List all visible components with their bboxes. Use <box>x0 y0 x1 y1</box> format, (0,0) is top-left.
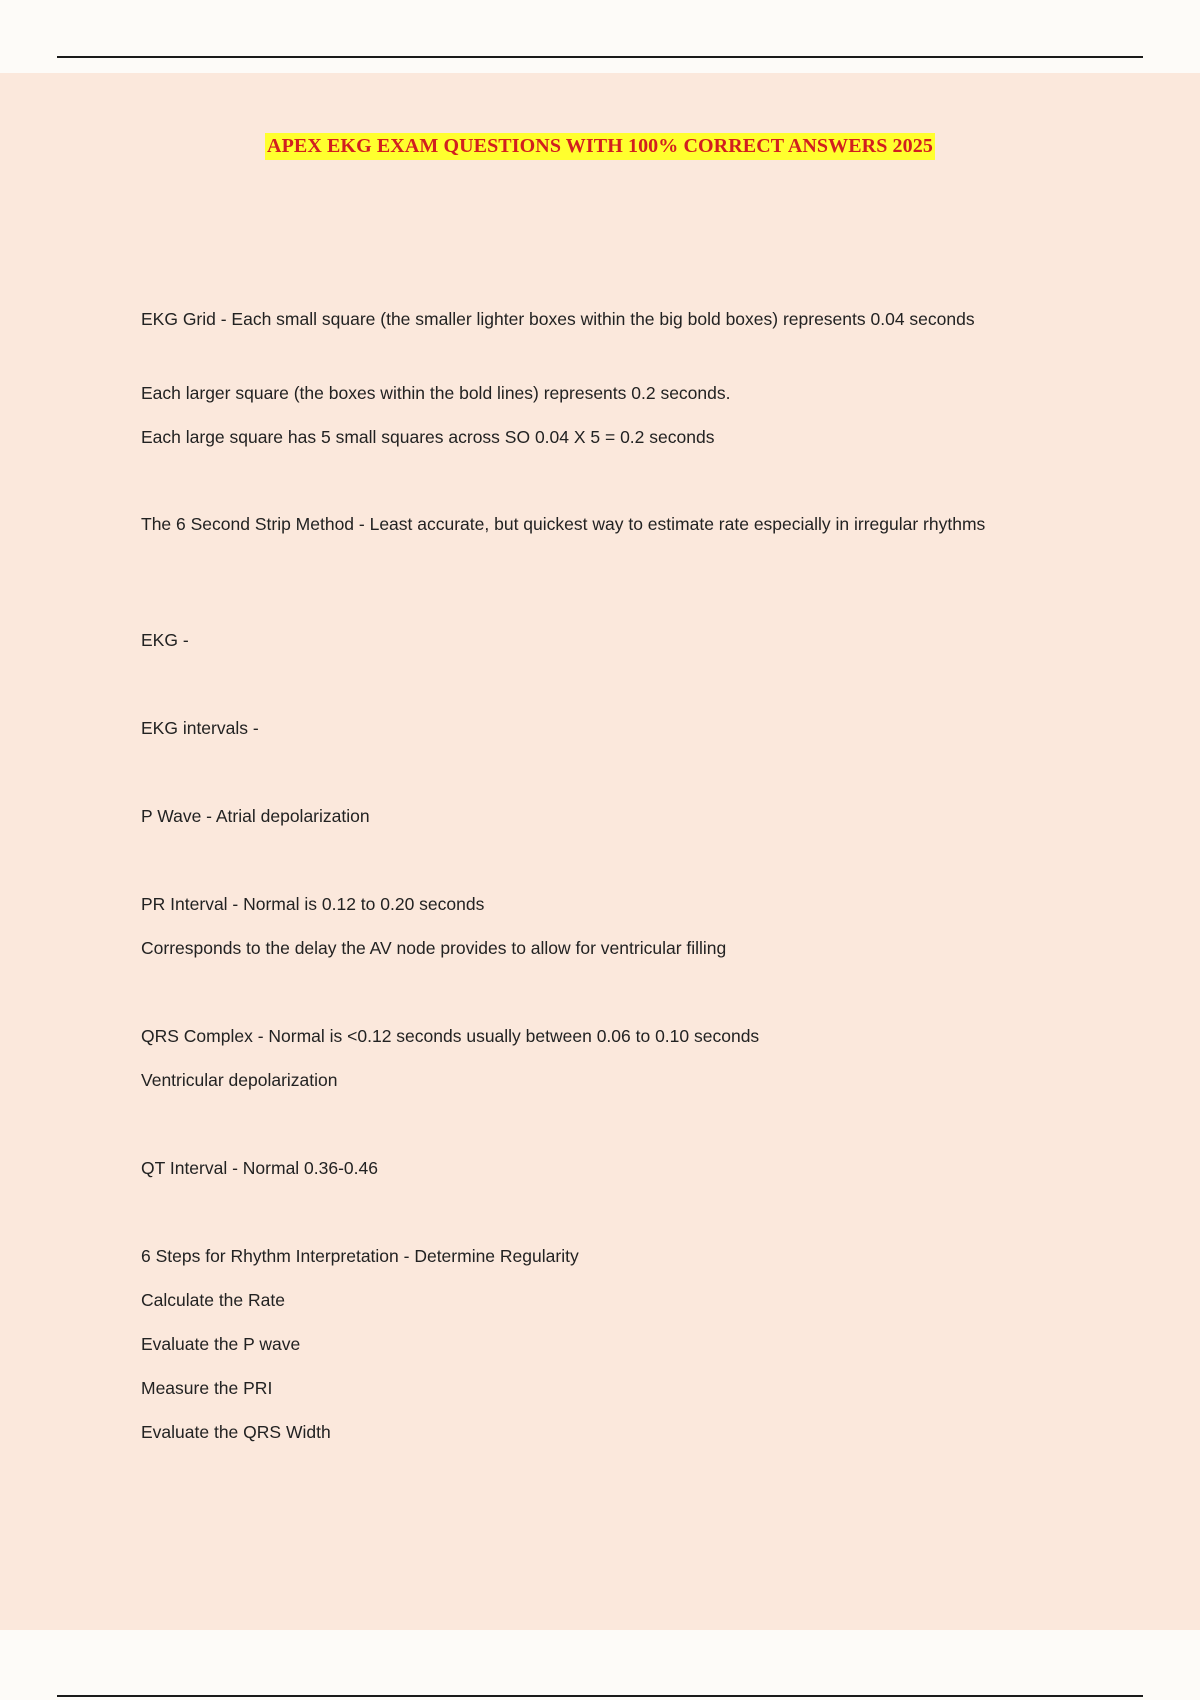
title-container <box>0 133 1200 160</box>
larger-square-line: Each larger square (the boxes within the bold lines) represents 0.2 seconds. <box>141 383 731 403</box>
ekg-intervals-line: EKG intervals - <box>141 718 259 738</box>
top-rule <box>57 56 1143 58</box>
large-square-line: Each large square has 5 small squares across SO 0.04 X 5 = 0.2 seconds <box>141 427 715 447</box>
step-calculate-rate: Calculate the Rate <box>141 1290 285 1310</box>
document-title: APEX EKG EXAM QUESTIONS WITH 100% CORRECT ANSWERS 2025 <box>265 133 935 160</box>
qt-interval-line: QT Interval - Normal 0.36-0.46 <box>141 1158 378 1178</box>
bottom-rule <box>57 1695 1143 1697</box>
p-wave-line: P Wave - Atrial depolarization <box>141 806 370 826</box>
step-evaluate-qrs-width: Evaluate the QRS Width <box>141 1422 331 1442</box>
ekg-grid-line: EKG Grid - Each small square (the smaller lighter boxes within the big bold boxes) represents 0.04 seconds <box>141 309 975 329</box>
ekg-line: EKG - <box>141 630 189 650</box>
ventricular-depolarization-line: Ventricular depolarization <box>141 1070 338 1090</box>
qrs-complex-line: QRS Complex - Normal is <0.12 seconds usually between 0.06 to 0.10 seconds <box>141 1026 760 1046</box>
step-evaluate-p-wave: Evaluate the P wave <box>141 1334 301 1354</box>
av-node-delay-line: Corresponds to the delay the AV node provides to allow for ventricular filling <box>141 938 727 958</box>
six-second-strip-line: The 6 Second Strip Method - Least accurate, but quickest way to estimate rate especially in irregular rhythms <box>141 514 986 534</box>
rhythm-steps-line: 6 Steps for Rhythm Interpretation - Determine Regularity <box>141 1246 579 1266</box>
step-measure-pri: Measure the PRI <box>141 1378 273 1398</box>
pr-interval-line: PR Interval - Normal is 0.12 to 0.20 seconds <box>141 894 485 914</box>
